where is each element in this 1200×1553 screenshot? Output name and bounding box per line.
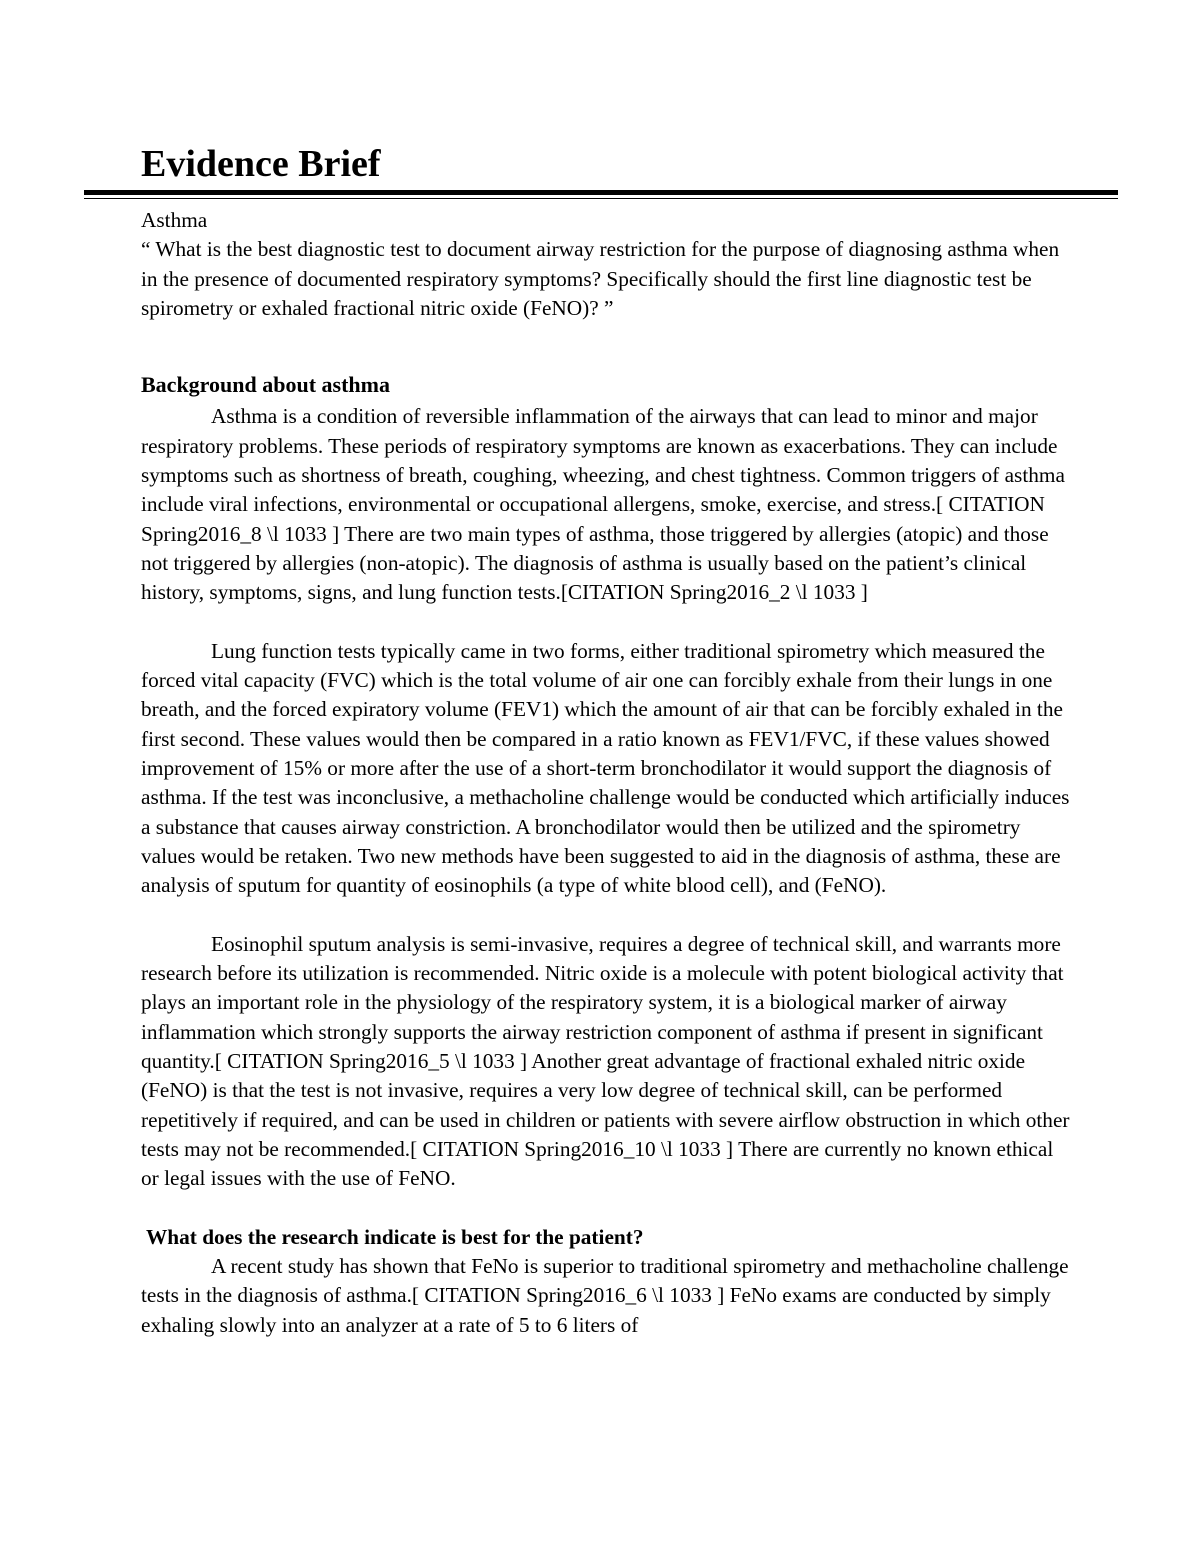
background-paragraph-3: Eosinophil sputum analysis is semi-invasive, requires a degree of technical skill, and warrants more research before its utilization is recommended. Nitric oxide is a molecule with potent biological activity that plays an important role in the physiology of the respiratory system, it is a biological marker of airway inflammation which strongly supports the airway restriction component of asthma if present in significant quantity.[ CITATION Spring2016_5 \l 1033 ] Another great advantage of fractional exhaled nitric oxide (FeNO) is that the test is not invasive, requires a very low degree of technical skill, can be performed repetitively if required, and can be used in children or patients with severe airflow obstruction in which other tests may not be recommended.[ CITATION Spring2016_10 \l 1033 ] There are currently no known ethical or legal issues with the use of FeNO. [141, 931, 1070, 1191]
title-underline-thin [84, 198, 1118, 199]
background-paragraph-2: Lung function tests typically came in two forms, either traditional spirometry which measured the forced vital capacity (FVC) which is the total volume of air one can forcibly exhale from their lungs in one breath, and the forced expiratory volume (FEV1) which the amount of air that can be forcibly exhaled in the first second. These values would then be compared in a ratio known as FEV1/FVC, if these values showed improvement of 15% or more after the use of a short-term bronchodilator it would support the diagnosis of asthma. If the test was inconclusive, a methacholine challenge would be conducted which artificially induces a substance that causes airway constriction. A bronchodilator would then be utilized and the spirometry values would be retaken. Two new methods have been suggested to aid in the diagnosis of asthma, these are analysis of sputum for quantity of eosinophils (a type of white blood cell), and (FeNO). [141, 638, 1070, 898]
research-question: “ What is the best diagnostic test to document airway restriction for the purpose of diagnosing asthma when in the presence of documented respiratory symptoms? Specifically should the first line diagnostic test be spirometry or exhaled fractional nitric oxide (FeNO)? ” [141, 237, 1060, 320]
spacer [141, 901, 1071, 930]
section-heading-background: Background about asthma [141, 372, 390, 398]
spacer [141, 323, 1071, 352]
section-heading-research: What does the research indicate is best for the patient? [146, 1224, 644, 1249]
document-body [141, 206, 1071, 1340]
title-underline [84, 190, 1118, 195]
spacer [141, 1194, 1071, 1223]
background-paragraph-1: Asthma is a condition of reversible inflammation of the airways that can lead to minor and major respiratory problems. These periods of respiratory symptoms are known as exacerbations. They can include symptoms such as shortness of breath, coughing, wheezing, and chest tightness. Common triggers of asthma include viral infections, environmental or occupational allergens, smoke, exercise, and stress.[ CITATION Spring2016_8 \l 1033 ] There are two main types of asthma, those triggered by allergies (atopic) and those not triggered by allergies (non-atopic). The diagnosis of asthma is usually based on the patient’s clinical history, symptoms, signs, and lung function tests.[CITATION Spring2016_2 \l 1033 ] [141, 404, 1065, 605]
research-paragraph-1: A recent study has shown that FeNo is superior to traditional spirometry and methacholine challenge tests in the diagnosis of asthma.[ CITATION Spring2016_6 \l 1033 ] FeNo exams are conducted by simply exhaling slowly into an analyzer at a rate of 5 to 6 liters of [141, 1254, 1069, 1337]
page-title: Evidence Brief [141, 143, 381, 185]
spacer [141, 608, 1071, 637]
topic-line: Asthma [141, 208, 208, 232]
